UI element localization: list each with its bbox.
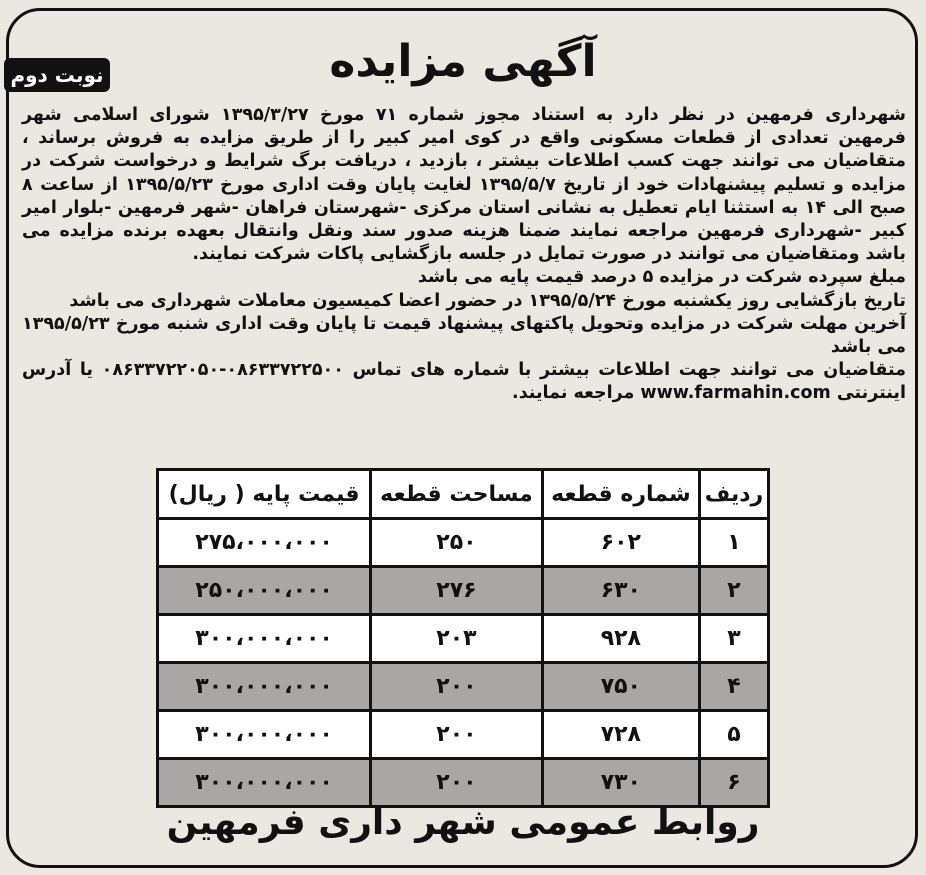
cell-lot-area: ۲۰۰ [371,759,543,807]
notice-body [22,104,906,406]
notice-title: آگهی مزایده [329,36,597,87]
header-lot-number: شماره قطعه [542,470,699,519]
cell-lot-area: ۲۰۰ [371,663,543,711]
website-link[interactable]: www.farmahin.com [640,383,831,404]
cell-row-number: ۳ [700,615,769,663]
cell-lot-area: ۲۷۶ [371,567,543,615]
body-paragraph-opening-date: تاریخ بازگشایی روز یکشنبه مورخ ۱۳۹۵/۵/۲۴ در حضور اعضا کمیسیون معاملات شهرداری می باشد [69,290,906,311]
body-paragraph-contact [22,359,906,405]
contact-suffix: مراجعه نمایند. [512,383,635,404]
cell-row-number: ۵ [700,711,769,759]
cell-lot-area: ۲۵۰ [371,519,543,567]
cell-base-price: ۳۰۰،۰۰۰،۰۰۰ [158,711,371,759]
cell-row-number: ۶ [700,759,769,807]
cell-base-price: ۲۷۵،۰۰۰،۰۰۰ [158,519,371,567]
body-paragraph-deposit: مبلغ سپرده شرکت در مزایده ۵ درصد قیمت پایه می باشد [417,267,906,288]
header-lot-area: مساحت قطعه [371,470,543,519]
cell-lot-area: ۲۰۳ [371,615,543,663]
cell-row-number: ۱ [700,519,769,567]
table-row [158,759,769,807]
publication-badge: نوبت دوم [4,58,110,92]
contact-prefix: متقاضیان می توانند جهت اطلاعات بیشتر با شماره های تماس ۰۸۶۳۳۷۲۲۵۰۰-۰۸۶۳۳۷۲۲۰۵۰ یا آدرس اینترنتی [22,360,907,404]
cell-row-number: ۴ [700,663,769,711]
header-base-price: قیمت پایه ( ریال) [158,470,371,519]
cell-base-price: ۳۰۰،۰۰۰،۰۰۰ [158,663,371,711]
notice-footer: روابط عمومی شهر داری فرمهین [166,802,760,843]
table-row [158,711,769,759]
cell-base-price: ۲۵۰،۰۰۰،۰۰۰ [158,567,371,615]
cell-lot-number: ۶۳۰ [542,567,699,615]
cell-lot-number: ۶۰۲ [542,519,699,567]
cell-lot-number: ۷۵۰ [542,663,699,711]
header-row-number: ردیف [700,470,769,519]
table-row [158,615,769,663]
table-header-row [158,470,769,519]
table-row [158,663,769,711]
table-row [158,519,769,567]
table-row [158,567,769,615]
lots-table [156,468,770,808]
cell-base-price: ۳۰۰،۰۰۰،۰۰۰ [158,759,371,807]
cell-lot-number: ۹۲۸ [542,615,699,663]
body-paragraph-deadline: آخرین مهلت شرکت در مزایده وتحویل پاکتهای پیشنهاد قیمت تا پایان وقت اداری شنبه مورخ ۱۳۹۵/۵/۲۳ می باشد [22,313,906,358]
body-paragraph-main: شهرداری فرمهین در نظر دارد به استناد مجوز شماره ۷۱ مورخ ۱۳۹۵/۳/۲۷ شورای اسلامی شهر فرمهین تعدادی از قطعات مسکونی واقع در کوی امیر کبیر را از طریق مزایده به فروش برساند ، متقاضیان می توانند جهت کسب اطلاعات بیشتر ، بازدید ، دریافت برگ شرایط و درخواست شرکت در مزایده و تسلیم پیشنهادات خود از تاریخ ۱۳۹۵/۵/۷ لغایت پایان وقت اداری مورخ ۱۳۹۵/۵/۲۳ از ساعت ۸ صبح الی ۱۴ به استثنا ایام تعطیل به نشانی استان مرکزی -شهرستان فراهان -شهر فرمهین -بلوار امیر کبیر -شهرداری فرمهین مراجعه نمایند ضمنا هزینه صدور سند ونقل وانتقال بعهده برنده مزایده می باشد ومتقاضیان می توانند در صورت تمایل در جلسه بازگشایی پاکات شرکت نمایند. [22,105,906,265]
cell-lot-number: ۷۲۸ [542,711,699,759]
cell-lot-area: ۲۰۰ [371,711,543,759]
cell-base-price: ۳۰۰،۰۰۰،۰۰۰ [158,615,371,663]
cell-row-number: ۲ [700,567,769,615]
cell-lot-number: ۷۳۰ [542,759,699,807]
